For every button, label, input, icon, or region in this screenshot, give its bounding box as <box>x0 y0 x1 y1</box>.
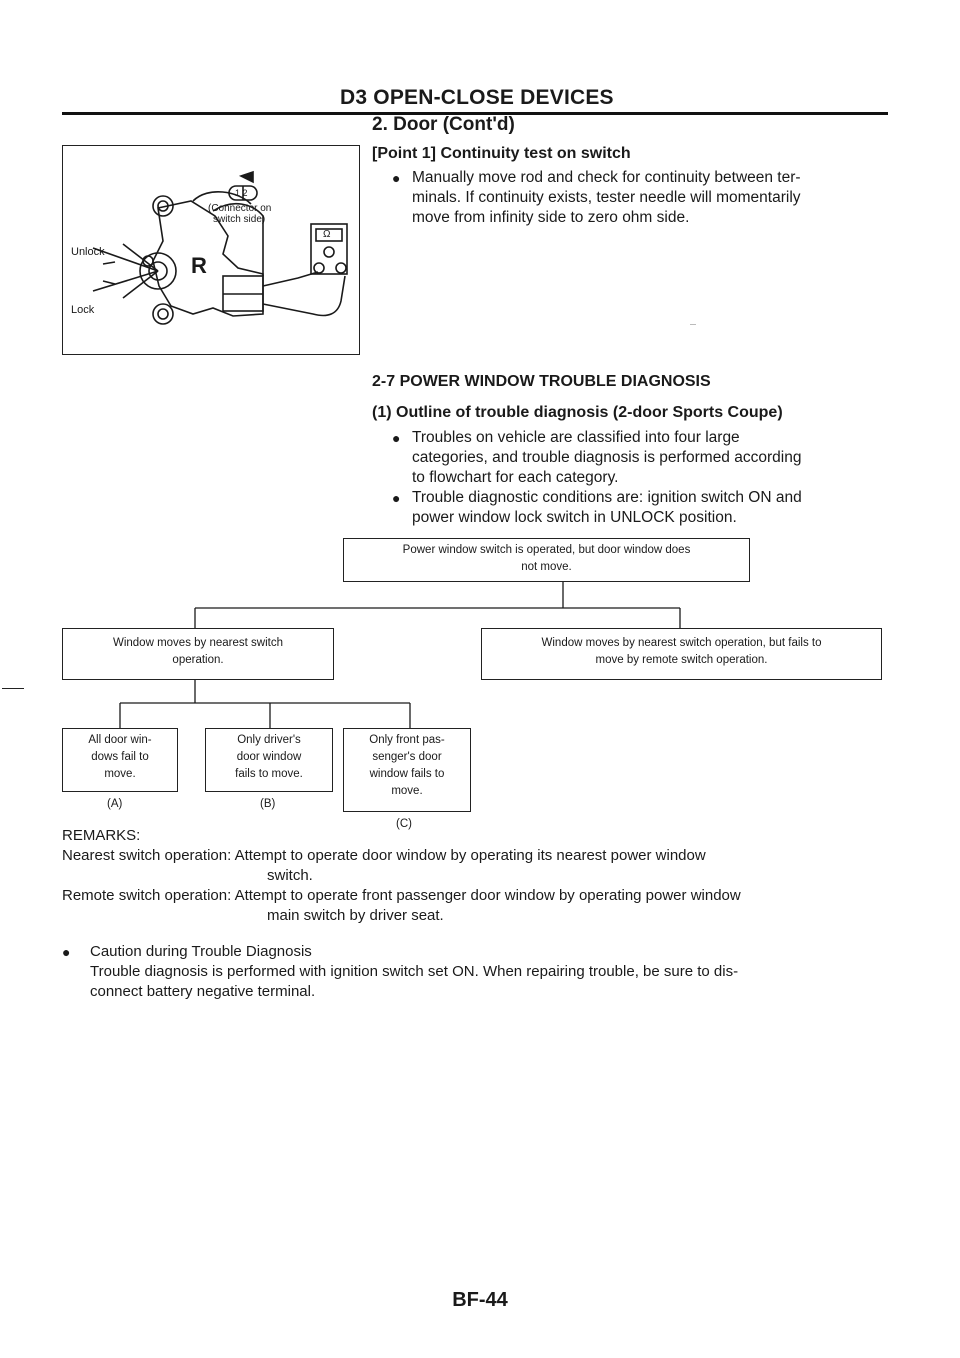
caution-line-1: Trouble diagnosis is performed with ignition switch set ON. When repairing trouble, be sure to dis- <box>90 963 739 980</box>
remarks-remote-1: Remote switch operation: Attempt to operate front passenger door window by operating power window <box>62 887 741 904</box>
r-label: R <box>191 253 207 278</box>
point-line: Manually move rod and check for continuity between ter- <box>412 169 801 186</box>
flow-c-line: move. <box>391 785 423 797</box>
flow-c-box <box>343 728 471 812</box>
point-title: [Point 1] Continuity test on switch <box>372 145 631 162</box>
flow-a-line: All door win- <box>88 734 152 746</box>
point-line: move from infinity side to zero ohm side. <box>412 209 690 226</box>
flow-a-line: move. <box>104 768 136 780</box>
pw-line: categories, and trouble diagnosis is performed according <box>412 449 802 466</box>
remarks-block <box>62 826 902 926</box>
flow-a-line: dows fail to <box>91 751 149 763</box>
caution-block <box>62 942 902 1002</box>
flow-b-box <box>205 728 333 792</box>
flow-b-line: door window <box>236 751 302 763</box>
flow-c-label: (C) <box>396 818 412 830</box>
flow-left-line: operation. <box>172 654 224 666</box>
flow-b-line: fails to move. <box>235 768 303 780</box>
flow-a-box <box>62 728 178 792</box>
connector-caption-1: (Connector on <box>208 203 272 214</box>
flow-c-line: Only front pas- <box>369 734 445 746</box>
lock-label: Lock <box>71 304 95 316</box>
flow-c-line: senger's door <box>372 751 442 763</box>
unlock-label: Unlock <box>71 246 105 258</box>
pw-outline-title: (1) Outline of trouble diagnosis (2-door Sports Coupe) <box>372 404 783 421</box>
bullet-dot-icon: ● <box>392 170 401 186</box>
flow-b-label: (B) <box>260 798 276 810</box>
flow-root-box <box>343 538 750 582</box>
remarks-remote-2: main switch by driver seat. <box>267 907 444 924</box>
flow-b-line: Only driver's <box>237 734 301 746</box>
connector-caption-2: switch side) <box>213 214 266 225</box>
pw-line: to flowchart for each category. <box>412 469 619 486</box>
remarks-nearest-1: Nearest switch operation: Attempt to operate door window by operating its nearest power window <box>62 847 706 864</box>
flow-left-line: Window moves by nearest switch <box>112 637 283 649</box>
flow-a-label: (A) <box>107 798 123 810</box>
flow-c-line: window fails to <box>369 768 445 780</box>
door-subtitle: 2. Door (Cont'd) <box>372 114 515 135</box>
bullet-dot-icon: ● <box>62 944 71 960</box>
remarks-title: REMARKS: <box>62 827 141 844</box>
pw-title: 2-7 POWER WINDOW TROUBLE DIAGNOSIS <box>372 373 711 390</box>
pw-line: power window lock switch in UNLOCK position. <box>412 509 737 526</box>
page-number: BF-44 <box>452 1289 508 1311</box>
flow-root-line: not move. <box>521 561 572 573</box>
flow-left-box <box>62 628 334 680</box>
bullet-dot-icon: ● <box>392 490 401 506</box>
ohm-symbol: Ω <box>323 229 331 240</box>
pw-line: Troubles on vehicle are classified into four large <box>412 429 740 446</box>
flow-right-box <box>481 628 882 680</box>
flow-right-line: Window moves by nearest switch operation, but fails to <box>541 637 822 649</box>
caution-line-2: connect battery negative terminal. <box>90 983 316 1000</box>
point-line: minals. If continuity exists, tester needle will momentarily <box>412 189 801 206</box>
remarks-nearest-2: switch. <box>267 867 313 884</box>
caution-title: Caution during Trouble Diagnosis <box>90 943 312 960</box>
section-title: D3 OPEN-CLOSE DEVICES <box>340 86 614 109</box>
flow-right-line: move by remote switch operation. <box>595 654 768 666</box>
margin-dash <box>2 688 24 689</box>
flow-root-line: Power window switch is operated, but door window does <box>402 544 691 556</box>
bullet-dot-icon: ● <box>392 430 401 446</box>
connector-pins: 1 2 <box>235 188 248 198</box>
pw-line: Trouble diagnostic conditions are: ignition switch ON and <box>412 489 802 506</box>
